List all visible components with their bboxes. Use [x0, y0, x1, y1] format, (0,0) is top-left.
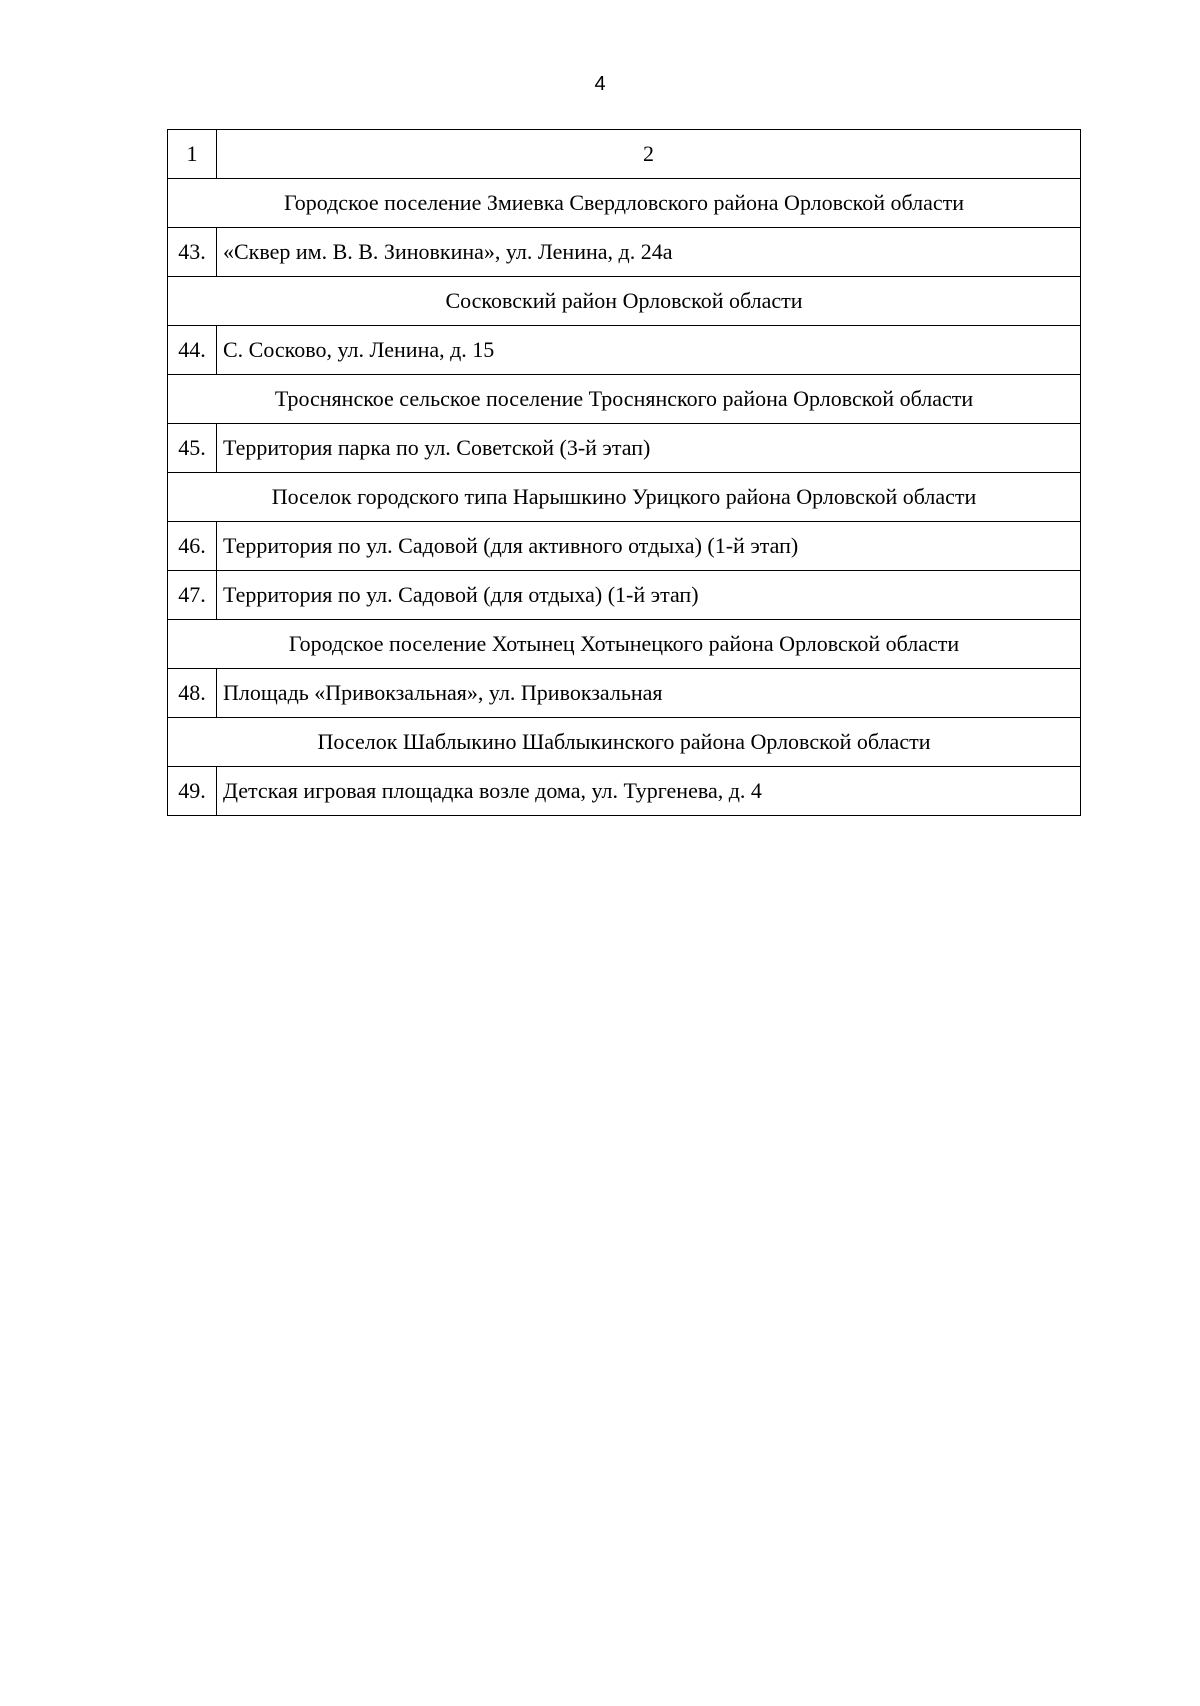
section-row [168, 179, 1081, 228]
section-row [168, 718, 1081, 767]
table-row [168, 424, 1081, 473]
row-text: «Сквер им. В. В. Зиновкина», ул. Ленина, д. 24а [217, 228, 1081, 277]
header-col-number: 1 [168, 130, 217, 179]
section-title: Поселок Шаблыкино Шаблыкинского района Орловской области [168, 718, 1081, 767]
locations-table [167, 129, 1081, 816]
table-row [168, 522, 1081, 571]
row-number: 47. [168, 571, 217, 620]
header-col-name: 2 [217, 130, 1081, 179]
table-row [168, 326, 1081, 375]
table-header-row [168, 130, 1081, 179]
row-text: Территория парка по ул. Советской (3-й этап) [217, 424, 1081, 473]
section-title: Городское поселение Змиевка Свердловского района Орловской области [168, 179, 1081, 228]
section-row [168, 620, 1081, 669]
row-number: 44. [168, 326, 217, 375]
section-title: Поселок городского типа Нарышкино Урицкого района Орловской области [168, 473, 1081, 522]
section-title: Городское поселение Хотынец Хотынецкого района Орловской области [168, 620, 1081, 669]
row-number: 49. [168, 767, 217, 816]
row-text: Площадь «Привокзальная», ул. Привокзальная [217, 669, 1081, 718]
table-row [168, 571, 1081, 620]
section-row [168, 473, 1081, 522]
row-text: С. Сосково, ул. Ленина, д. 15 [217, 326, 1081, 375]
section-row [168, 277, 1081, 326]
section-title: Сосковский район Орловской области [168, 277, 1081, 326]
row-number: 48. [168, 669, 217, 718]
row-text: Детская игровая площадка возле дома, ул. Тургенева, д. 4 [217, 767, 1081, 816]
section-row [168, 375, 1081, 424]
row-text: Территория по ул. Садовой (для отдыха) (1-й этап) [217, 571, 1081, 620]
section-title: Троснянское сельское поселение Троснянского района Орловской области [168, 375, 1081, 424]
table-row [168, 767, 1081, 816]
page-number: 4 [594, 73, 606, 95]
row-text: Территория по ул. Садовой (для активного отдыха) (1-й этап) [217, 522, 1081, 571]
row-number: 43. [168, 228, 217, 277]
table-row [168, 669, 1081, 718]
row-number: 45. [168, 424, 217, 473]
row-number: 46. [168, 522, 217, 571]
table-row [168, 228, 1081, 277]
